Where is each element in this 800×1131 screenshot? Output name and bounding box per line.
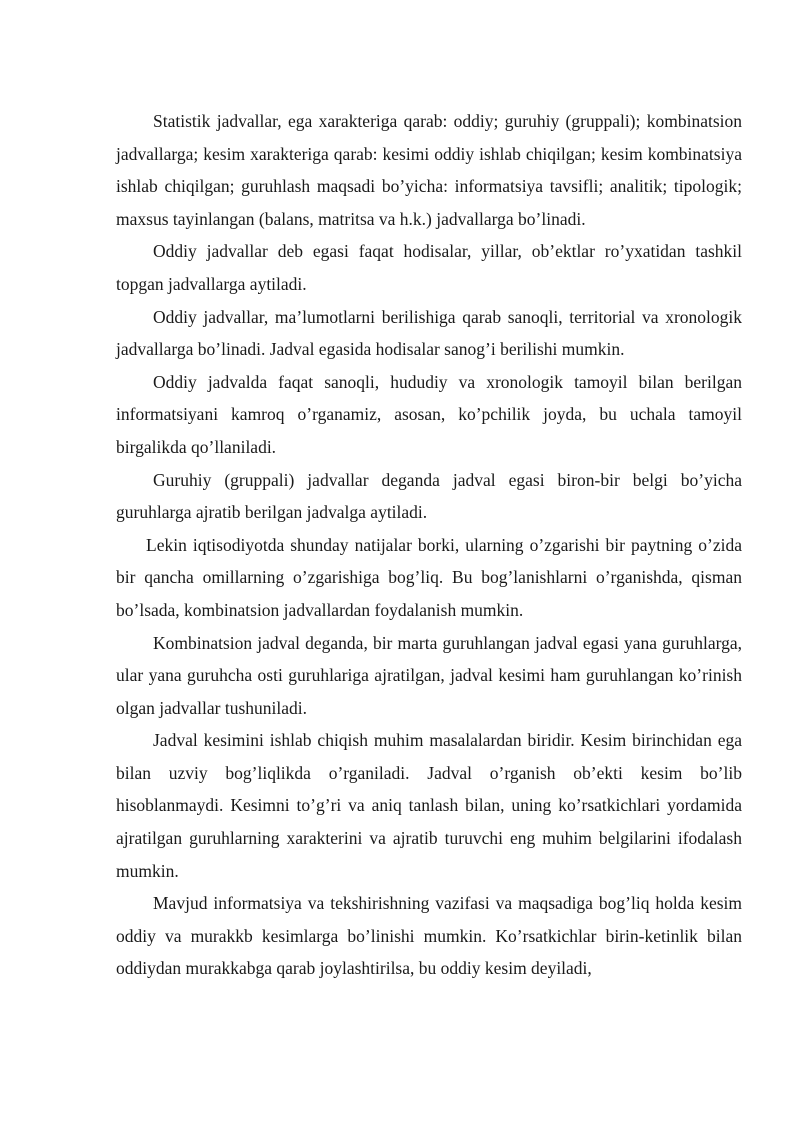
paragraph-8: Jadval kesimini ishlab chiqish muhim masalalardan biridir. Kesim birinchidan ega bilan uzviy bog’liqlikda o’rganiladi. Jadval o’rganish ob’ekti kesim bo’lib hisoblanmaydi. Kesimni to’g’ri va aniq tanlash bilan, uning ko’rsatkichlari yordamida ajratilgan guruhlarning xarakterini va ajratib turuvchi eng muhim belgilarini ifodalash mumkin.	[116, 730, 742, 881]
paragraph-6: Lekin iqtisodiyotda shunday natijalar borki, ularning o’zgarishi bir paytning o’zida bir qancha omillarning o’zgarishiga bog’liq. Bu bog’lanishlarni o’rganishda, qisman bo’lsada, kombinatsion jadvallardan foydalanish mumkin.	[116, 534, 742, 620]
document-body	[116, 105, 742, 985]
paragraph-7: Kombinatsion jadval deganda, bir marta guruhlangan jadval egasi yana guruhlarga, ular yana guruhcha osti guruhlariga ajratilgan, jadval kesimi ham guruhlangan ko’rinish olgan jadvallar tushuniladi.	[116, 632, 742, 718]
paragraph-3: Oddiy jadvallar, ma’lumotlarni berilishiga qarab sanoqli, territorial va xronologik jadvallarga bo’linadi. Jadval egasida hodisalar sanog’i berilishi mumkin.	[116, 306, 742, 360]
paragraph-4: Oddiy jadvalda faqat sanoqli, hududiy va xronologik tamoyil bilan berilgan informatsiyani kamroq o’rganamiz, asosan, ko’pchilik joyda, bu uchala tamoyil birgalikda qo’llaniladi.	[116, 371, 742, 457]
paragraph-5: Guruhiy (gruppali) jadvallar deganda jadval egasi biron-bir belgi bo’yicha guruhlarga ajratib berilgan jadvalga aytiladi.	[116, 469, 742, 523]
paragraph-2: Oddiy jadvallar deb egasi faqat hodisalar, yillar, ob’ektlar ro’yxatidan tashkil topgan jadvallarga aytiladi.	[116, 241, 742, 294]
paragraph-1: Statistik jadvallar, ega xarakteriga qarab: oddiy; guruhiy (gruppali); kombinatsion jadvallarga; kesim xarakteriga qarab: kesimi oddiy ishlab chiqilgan; kesim kombinatsiya ishlab chiqilgan; guruhlash maqsadi bo’yicha: informatsiya tavsifli; analitik; tipologik; maxsus tayinlangan (balans, matritsa va h.k.) jadvallarga bo’linadi.	[116, 111, 742, 229]
paragraph-9: Mavjud informatsiya va tekshirishning vazifasi va maqsadiga bog’liq holda kesim oddiy va murakkb kesimlarga bo’linishi mumkin. Ko’rsatkichlar birin-ketinlik bilan oddiydan murakkabga qarab joylashtirilsa, bu oddiy kesim deyiladi,	[116, 893, 742, 979]
